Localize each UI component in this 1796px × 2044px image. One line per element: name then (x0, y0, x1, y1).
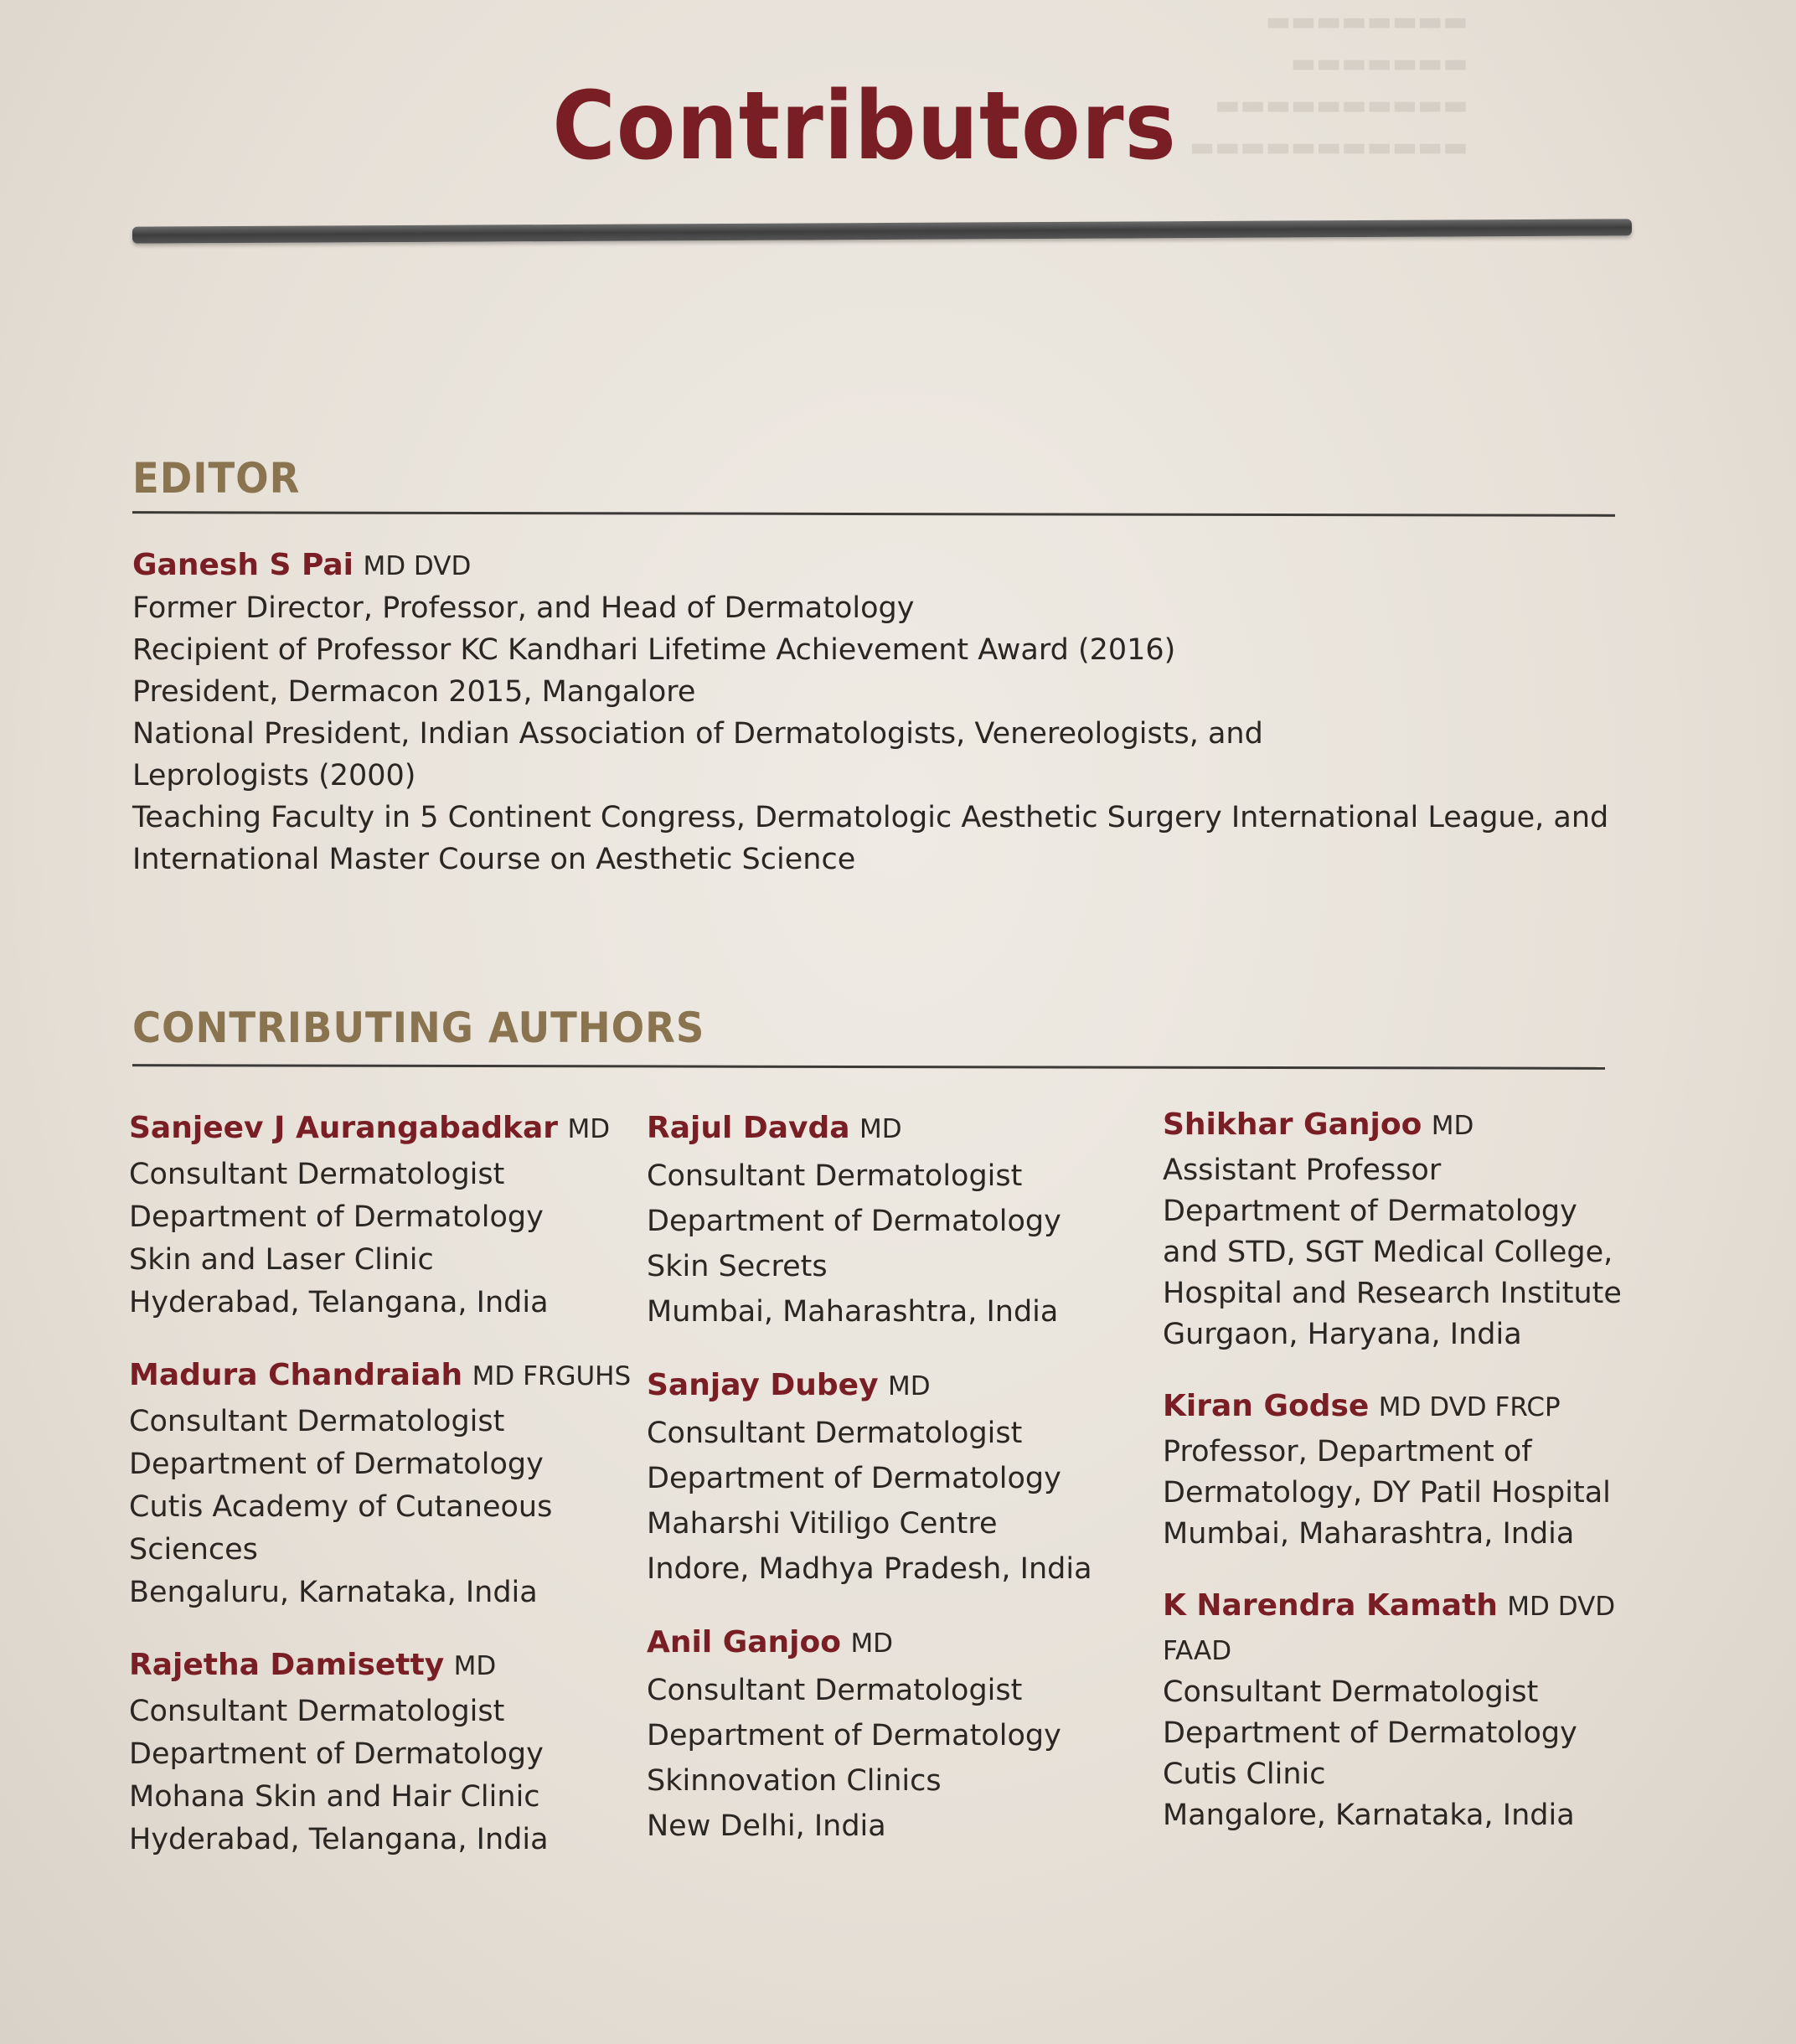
author-name-line (1163, 1585, 1665, 1628)
show-through-texture: ▬▬▬▬▬▬▬▬ ▬▬▬▬▬▬▬ ▬▬▬▬▬▬▬▬▬▬ ▬▬▬▬▬▬▬▬▬▬▬ (1190, 5, 1468, 163)
author-entry (1163, 1104, 1665, 1355)
author-line: Department of Dermatology (1163, 1716, 1577, 1750)
editor-name-line (132, 545, 1607, 587)
author-line: Department of Dermatology (1163, 1195, 1577, 1228)
editor-line: International Master Course on Aesthetic Science (132, 843, 856, 876)
author-name-line (647, 1622, 1149, 1665)
author-line: Hyderabad, Telangana, India (129, 1823, 549, 1856)
author-line: Mumbai, Maharashtra, India (647, 1295, 1059, 1329)
author-name-line (129, 1355, 632, 1397)
author-entry (647, 1107, 1149, 1334)
author-name: Rajetha Damisetty (129, 1648, 445, 1682)
contributing-heading: CONTRIBUTING AUTHORS (132, 1004, 705, 1052)
author-line: Professor, Department of (1163, 1435, 1532, 1468)
editor-line: National President, Indian Association of Dermatologists, Venereologists, and (132, 717, 1263, 751)
author-entry (647, 1622, 1149, 1849)
author-entry (1163, 1585, 1665, 1836)
author-line: Department of Dermatology (647, 1719, 1061, 1752)
author-degree: MD FRGUHS (472, 1361, 632, 1391)
author-name-line (647, 1107, 1149, 1150)
author-line: Cutis Clinic (1163, 1758, 1326, 1791)
authors-column-2 (647, 1107, 1149, 1879)
author-degree: MD (453, 1651, 497, 1681)
editor-degree: MD DVD (363, 551, 472, 581)
editor-name: Ganesh S Pai (132, 548, 354, 582)
author-name: Kiran Godse (1163, 1389, 1370, 1423)
author-line: Bengaluru, Karnataka, India (129, 1576, 538, 1609)
editor-line: Teaching Faculty in 5 Continent Congress, Dermatologic Aesthetic Surgery International League, and (132, 801, 1609, 834)
contributing-divider (132, 1064, 1605, 1070)
author-line: Consultant Dermatologist (647, 1674, 1023, 1707)
author-line: Maharshi Vitiligo Centre (647, 1507, 998, 1541)
author-line: Gurgaon, Haryana, India (1163, 1318, 1522, 1351)
author-line: Department of Dermatology (129, 1737, 544, 1771)
author-degree-continued: FAAD (1163, 1636, 1232, 1666)
author-name-line (1163, 1104, 1665, 1147)
author-name: K Narendra Kamath (1163, 1588, 1498, 1623)
author-line: Consultant Dermatologist (1163, 1675, 1539, 1709)
author-name: Sanjeev J Aurangabadkar (129, 1111, 558, 1145)
editor-divider (132, 511, 1615, 517)
author-line: Consultant Dermatologist (129, 1405, 505, 1438)
author-line: Assistant Professor (1163, 1154, 1442, 1187)
author-line: and STD, SGT Medical College, (1163, 1236, 1613, 1269)
title-divider (132, 219, 1632, 243)
author-entry (129, 1644, 632, 1861)
author-degree: MD (567, 1114, 611, 1144)
author-line: Mumbai, Maharashtra, India (1163, 1517, 1575, 1551)
author-degree: MD DVD (1507, 1592, 1616, 1622)
author-name: Sanjay Dubey (647, 1368, 879, 1402)
author-line: Dermatology, DY Patil Hospital (1163, 1476, 1611, 1510)
authors-column-1 (129, 1107, 632, 1892)
page-title: Contributors (552, 72, 1177, 181)
author-line: Department of Dermatology (647, 1205, 1061, 1238)
author-degree: MD (888, 1371, 931, 1401)
author-name: Madura Chandraiah (129, 1358, 463, 1392)
author-line: Hyderabad, Telangana, India (129, 1286, 549, 1319)
author-entry (647, 1365, 1149, 1592)
author-entry (129, 1355, 632, 1614)
editor-line: Leprologists (2000) (132, 759, 416, 792)
author-entry (1163, 1386, 1665, 1555)
author-line: Skin and Laser Clinic (129, 1243, 434, 1277)
author-name-line (1163, 1386, 1665, 1428)
editor-line: Recipient of Professor KC Kandhari Lifetime Achievement Award (2016) (132, 633, 1176, 667)
author-line: Hospital and Research Institute (1163, 1277, 1622, 1310)
author-name: Shikhar Ganjoo (1163, 1107, 1422, 1142)
author-line: Sciences (129, 1533, 258, 1567)
editor-line: Former Director, Professor, and Head of Dermatology (132, 591, 915, 625)
author-line: Department of Dermatology (129, 1448, 544, 1481)
author-line: Cutis Academy of Cutaneous (129, 1490, 553, 1524)
author-name-line (129, 1644, 632, 1687)
author-line: Department of Dermatology (647, 1462, 1061, 1495)
author-degree: MD DVD FRCP (1378, 1392, 1561, 1422)
author-name: Anil Ganjoo (647, 1625, 841, 1659)
author-line: Mohana Skin and Hair Clinic (129, 1780, 540, 1814)
editor-line: President, Dermacon 2015, Mangalore (132, 675, 696, 709)
author-line: Consultant Dermatologist (647, 1417, 1023, 1450)
author-line: New Delhi, India (647, 1809, 886, 1843)
author-name-line (129, 1107, 632, 1150)
author-line: Consultant Dermatologist (129, 1158, 505, 1191)
author-line: Skin Secrets (647, 1250, 828, 1283)
author-line: Consultant Dermatologist (129, 1695, 505, 1728)
author-degree: MD (850, 1628, 894, 1659)
author-line: Skinnovation Clinics (647, 1764, 942, 1798)
editor-heading: EDITOR (132, 454, 301, 503)
author-name: Rajul Davda (647, 1111, 850, 1145)
authors-column-3 (1163, 1104, 1665, 1866)
author-name-line (647, 1365, 1149, 1407)
author-line: Mangalore, Karnataka, India (1163, 1799, 1575, 1832)
editor-entry (132, 545, 1607, 880)
author-degree: MD (859, 1114, 902, 1144)
author-degree: MD (1431, 1111, 1474, 1141)
author-line: Indore, Madhya Pradesh, India (647, 1552, 1092, 1586)
author-line: Consultant Dermatologist (647, 1159, 1023, 1193)
author-entry (129, 1107, 632, 1324)
author-line: Department of Dermatology (129, 1200, 544, 1234)
